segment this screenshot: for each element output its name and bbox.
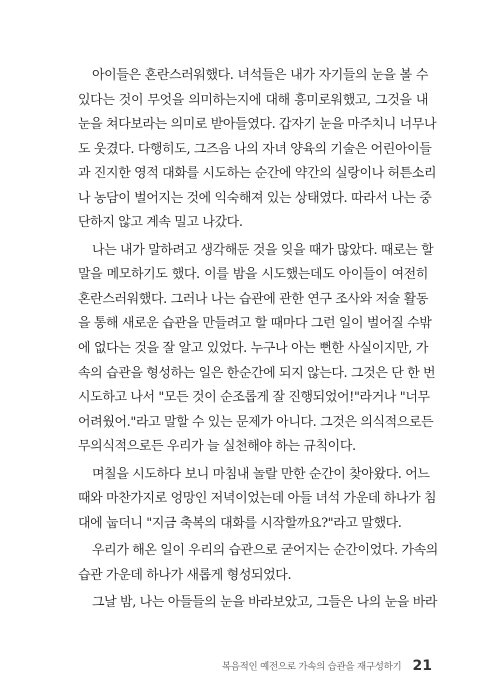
text-line: 혼란스러워했다. 그러나 나는 습관에 관한 연구 조사와 저술 활동 bbox=[78, 291, 428, 307]
text-line: 그날 밤, 나는 아들들의 눈을 바라보았고, 그들은 나의 눈을 바라 bbox=[92, 595, 438, 611]
paragraph-5 bbox=[78, 591, 438, 616]
text-line: 무의식적으로든 우리가 늘 실천해야 하는 규칙이다. bbox=[78, 439, 356, 455]
body-text bbox=[78, 64, 438, 619]
text-line: 나 농담이 벌어지는 것에 익숙해져 있는 상태였다. 따라서 나는 중 bbox=[78, 190, 432, 206]
text-line: 과 진지한 영적 대화를 시도하는 순간에 약간의 실랑이나 허튼소리 bbox=[78, 166, 437, 182]
text-line: 아이들은 혼란스러워했다. 녀석들은 내가 자기들의 눈을 볼 수 bbox=[92, 68, 428, 83]
text-line: 며칠을 시도하다 보니 마침내 놀랄 만한 순간이 찾아왔다. 어느 bbox=[92, 466, 430, 482]
text-line: 나는 내가 말하려고 생각해둔 것을 잊을 때가 많았다. 때로는 할 bbox=[92, 242, 434, 258]
paragraph-2 bbox=[78, 239, 436, 460]
text-line: 속의 습관을 형성하는 일은 한순간에 되지 않는다. 그것은 단 한 번 bbox=[78, 365, 436, 381]
text-line: 습관 가운데 하나가 새롭게 형성되었다. bbox=[78, 567, 292, 583]
text-line: 시도하고 나서 "모든 것이 순조롭게 잘 진행되었어!"라거나 "너무 bbox=[78, 390, 430, 406]
page-footer bbox=[0, 655, 432, 674]
page-number: 21 bbox=[412, 657, 432, 674]
paragraph-4 bbox=[78, 539, 438, 588]
text-line: 단하지 않고 계속 밀고 나갔다. bbox=[78, 215, 243, 231]
text-line: 도 웃겼다. 다행히도, 그즈음 나의 자녀 양육의 기술은 어린아이들 bbox=[78, 141, 432, 157]
paragraph-1 bbox=[78, 64, 437, 236]
text-line: 우리가 해온 일이 우리의 습관으로 굳어지는 순간이었다. 가속의 bbox=[92, 543, 438, 559]
text-line: 어려웠어."라고 말할 수 있는 문제가 아니다. 그것은 의식적으로든 bbox=[78, 414, 434, 430]
text-line: 때와 마찬가지로 엉망인 저녁이었는데 아들 녀석 가운데 하나가 침 bbox=[78, 491, 437, 507]
paragraph-3 bbox=[78, 463, 437, 537]
running-footer-title: 복음적인 예전으로 가속의 습관을 재구성하기 bbox=[221, 661, 402, 673]
text-line: 있다는 것이 무엇을 의미하는지에 대해 흥미로워했고, 그것을 내 bbox=[78, 92, 428, 108]
text-line: 대에 눕더니 "지금 축복의 대화를 시작할까요?"라고 말했다. bbox=[78, 515, 402, 531]
text-line: 에 없다는 것을 잘 알고 있었다. 누구나 아는 뻔한 사실이지만, 가 bbox=[78, 341, 428, 357]
text-line: 눈을 쳐다보라는 의미로 받아들였다. 갑자기 눈을 마주치니 너무나 bbox=[78, 117, 437, 133]
text-line: 을 통해 새로운 습관을 만들려고 할 때마다 그런 일이 벌어질 수밖 bbox=[78, 316, 432, 332]
text-line: 말을 메모하기도 했다. 이를 밤을 시도했는데도 아이들이 여전히 bbox=[78, 267, 428, 283]
